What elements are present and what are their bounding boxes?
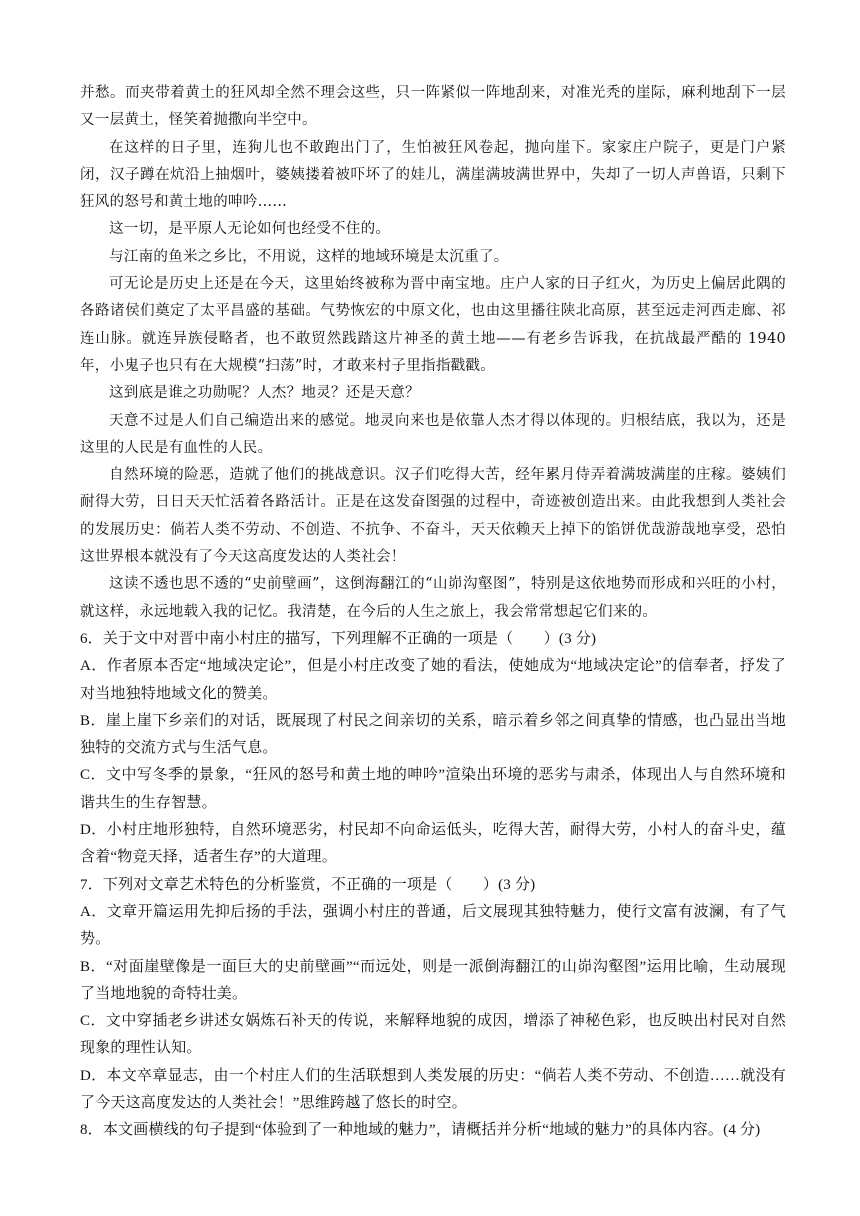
question-7: [80, 872, 786, 1118]
exam-page: [80, 80, 786, 1145]
question-6-option-d: D．小村庄地形独特，自然环境恶劣，村民却不向命运低头，吃得大苦，耐得大劳，小村人的奋斗史，蕴含着“物竞天择，适者生存”的大道理。: [80, 822, 786, 866]
question-6-stem: 6．关于文中对晋中南小村庄的描写，下列理解不正确的一项是（ ）(3 分): [80, 630, 597, 647]
passage-paragraph-7: 天意不过是人们自己编造出来的感觉。地灵向来也是依靠人杰才得以体现的。归根结底，我以为，还是这里的人民是有血性的人民。: [80, 412, 786, 456]
question-7-option-c: C．文中穿插老乡讲述女娲炼石补天的传说，来解释地貌的成因，增添了神秘色彩，也反映出村民对自然现象的理性认知。: [80, 1013, 786, 1057]
passage-paragraph-3: 这一切，是平原人无论如何也经受不住的。: [109, 221, 391, 238]
question-7-option-a: A．文章开篇运用先抑后扬的手法，强调小村庄的普通，后文展现其独特魅力，使行文富有波澜，有了气势。: [80, 903, 786, 948]
passage-paragraph-4: 与江南的鱼米之乡比，不用说，这样的地域环境是太沉重了。: [109, 248, 509, 265]
passage-paragraph-2: 在这样的日子里，连狗儿也不敢跑出门了，生怕被狂风卷起，抛向崖下。家家庄户院子，更是门户紧闭，汉子蹲在炕沿上抽烟叶，婆姨搂着被吓坏了的娃儿，满崖满坡满世界中，失却了一切人声兽语，只剩下狂风的怒号和黄土地的呻吟……: [80, 139, 786, 211]
question-7-option-d: D．本文卒章显志，由一个村庄人们的生活联想到人类发展的历史：“倘若人类不劳动、不创造……就没有了今天这高度发达的人类社会！”思维跨越了悠长的时空。: [80, 1067, 786, 1111]
passage-paragraph-9: 这读不透也思不透的“史前壁画”，这倒海翻江的“山峁沟壑图”，特别是这依地势而形成和兴旺的小村，就这样，永远地载入我的记忆。我清楚，在今后的人生之旅上，我会常常想起它们来的。: [80, 576, 786, 620]
passage-paragraph-6: 这到底是谁之功勋呢？人杰？地灵？还是天意？: [109, 385, 420, 402]
question-6-option-c: C．文中写冬季的景象，“狂风的怒号和黄土地的呻吟”渲染出环境的恶劣与肃杀，体现出人与自然环境和谐共生的生存智慧。: [80, 767, 786, 811]
reading-passage: [80, 80, 786, 626]
question-6-option-a: A．作者原本否定“地域决定论”，但是小村庄改变了她的看法，使她成为“地域决定论”的信奉者，抒发了对当地独特地域文化的赞美。: [80, 658, 786, 702]
question-8-stem: 8．本文画横线的句子提到“体验到了一种地域的魅力”，请概括并分析“地域的魅力”的具体内容。(4 分): [80, 1122, 761, 1139]
question-7-stem: 7．下列对文章艺术特色的分析鉴赏，不正确的一项是（ ）(3 分): [80, 876, 536, 893]
question-8: [80, 1117, 786, 1144]
passage-paragraph-5: 可无论是历史上还是在今天，这里始终被称为晋中南宝地。庄户人家的日子红火，为历史上偏居此隅的各路诸侯们奠定了太平昌盛的基础。气势恢宏的中原文化，也由这里播往陕北高原，甚至远走河西走廊、祁连山脉。就连异族侵略者，也不敢贸然践踏这片神圣的黄土地——有老乡告诉我，在抗战最严酷的 1940 年，小鬼子也只有在大规模“扫荡”时，才敢来村子里指指戳戳。: [80, 276, 786, 374]
question-7-option-b: B．“对面崖壁像是一面巨大的史前壁画”“而远处，则是一派倒海翻江的山峁沟壑图”运用比喻，生动展现了当地地貌的奇特壮美。: [80, 958, 786, 1002]
passage-paragraph-1: 并愁。而夹带着黄土的狂风却全然不理会这些，只一阵紧似一阵地刮来，对准光秃的崖际，麻利地刮下一层又一层黄土，怪笑着抛撒向半空中。: [80, 85, 786, 129]
passage-paragraph-8: 自然环境的险恶，造就了他们的挑战意识。汉子们吃得大苦，经年累月侍弄着满坡满崖的庄稼。婆姨们耐得大劳，日日天天忙活着各路活计。正是在这发奋图强的过程中，奇迹被创造出来。由此我想到人类社会的发展历史：倘若人类不劳动、不创造、不抗争、不奋斗，天天依赖天上掉下的馅饼优哉游哉地享受，恐怕这世界根本就没有了今天这高度发达的人类社会！: [80, 467, 786, 566]
question-6: [80, 626, 786, 872]
question-6-option-b: B．崖上崖下乡亲们的对话，既展现了村民之间亲切的关系，暗示着乡邻之间真挚的情感，也凸显出当地独特的交流方式与生活气息。: [80, 712, 786, 757]
